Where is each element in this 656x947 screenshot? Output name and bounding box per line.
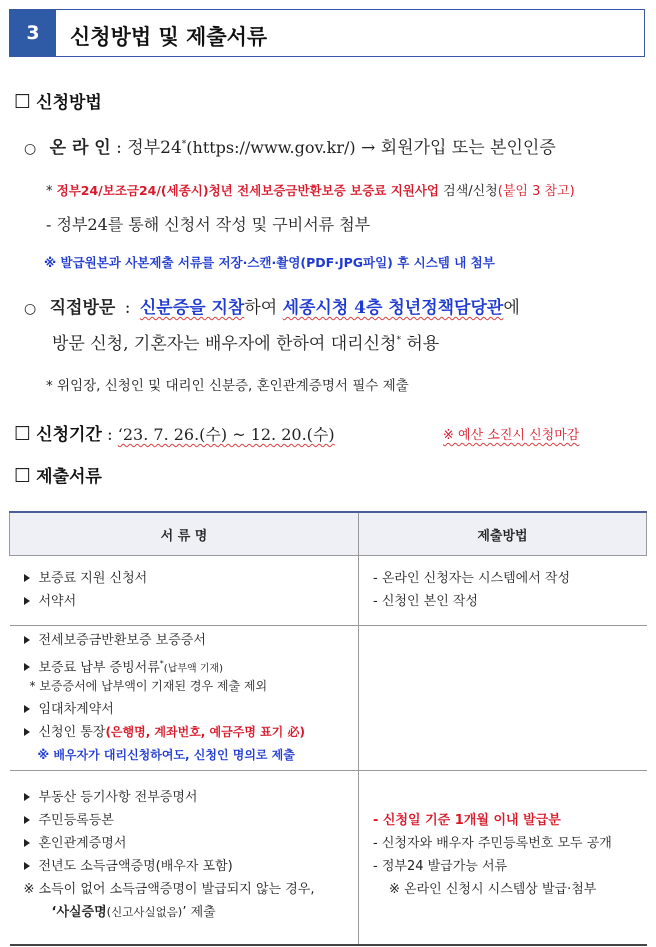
table-row [10,771,647,945]
online-upload-note: ※ 발급원본과 사본제출 서류를 저장·스캔·촬영(PDF·JPG파일) 후 시스템 내 첨부 [44,255,495,270]
online-search-note: * 정부24/보조금24/(세종시)청년 전세보증금반환보증 보증료 지원사업 검색/신청(붙임 3 참고) [46,183,575,199]
circle-bullet-icon: ○ [24,141,37,157]
section-header [9,9,645,57]
triangle-bullet-icon [24,839,30,847]
triangle-bullet-icon [24,597,30,605]
online-line: ○ 온 라 인 : 정부24*(https://www.gov.kr/) → 회원가입 또는 본인인증 [24,138,556,158]
triangle-bullet-icon [24,636,30,644]
list-item: 임대차계약서 [10,698,359,721]
checkbox-icon: ☐ [14,91,32,113]
documents-table [9,511,647,946]
list-item: 보증료 납부 증빙서류*(납부액 기재) [10,652,359,675]
method-item: - 신청일 기준 1개월 이내 발급분 [373,813,561,828]
list-note: * 보증증서에 납부액이 기재된 경우 제출 제외 [29,679,268,693]
section-number: 3 [10,10,56,56]
docs-heading: ☐ 제출서류 [14,465,102,487]
section-title: 신청방법 및 제출서류 [70,25,268,49]
list-item: 전년도 소득금액증명(배우자 포함) [10,855,359,878]
method-item: ※ 온라인 신청시 시스템상 발급·첨부 [389,882,597,897]
list-item: 신청인 통장(은행명, 계좌번호, 예금주명 표기 必) [10,721,359,744]
method-heading: ☐ 신청방법 [14,91,102,113]
list-item: 부동산 등기사항 전부증명서 [10,786,359,809]
list-item: 혼인관계증명서 [10,832,359,855]
list-note: ※ 소득이 없어 소득금액증명이 발급되지 않는 경우, [23,882,315,897]
visit-note: * 위임장, 신청인 및 대리인 신분증, 혼인관계증명서 필수 제출 [46,378,409,394]
visit-line-2: 방문 신청, 기혼자는 배우자에 한하여 대리신청* 허용 [52,334,440,354]
col-header-doc-name: 서 류 명 [10,512,359,556]
period-dates: ‘23. 7. 26.(수) ~ 12. 20.(수) [117,425,335,444]
triangle-bullet-icon [24,728,30,736]
method-item: - 온라인 신청자는 시스템에서 작성 [373,571,571,586]
online-dash-line: - 정부24를 통해 신청서 작성 및 구비서류 첨부 [46,215,371,234]
gov24-site[interactable]: 정부24* [127,138,187,158]
list-note: ‘사실증명(신고사실없음)’ 제출 [51,905,216,920]
method-item: - 정부24 발급가능 서류 [373,859,508,874]
list-item: 보증료 지원 신청서 [10,567,359,590]
triangle-bullet-icon [24,574,30,582]
triangle-bullet-icon [24,793,30,801]
circle-bullet-icon: ○ [24,301,37,317]
col-header-submit-method: 제출방법 [359,512,647,556]
list-item: 주민등록등본 [10,809,359,832]
triangle-bullet-icon [24,663,30,671]
budget-note: ※ 예산 소진시 신청마감 [443,428,580,443]
method-item: - 신청자와 배우자 주민등록번호 모두 공개 [373,836,612,851]
checkbox-icon: ☐ [14,465,32,487]
triangle-bullet-icon [24,862,30,870]
triangle-bullet-icon [24,816,30,824]
list-note: ※ 배우자가 대리신청하여도, 신청인 명의로 제출 [37,748,295,762]
visit-line: ○ 직접방문 : 신분증을 지참하여 세종시청 4층 청년정책담당관에 [24,298,520,318]
list-item: 전세보증금반환보증 보증증서 [10,629,359,652]
checkbox-icon: ☐ [14,423,32,445]
method-item: - 신청인 본인 작성 [373,594,478,609]
table-row [10,556,647,626]
gov24-url[interactable]: (https://www.gov.kr/) [186,138,356,157]
table-row [10,626,647,771]
period-line: ☐ 신청기간 : ‘23. 7. 26.(수) ~ 12. 20.(수) [14,423,335,445]
triangle-bullet-icon [24,705,30,713]
list-item: 서약서 [10,590,359,613]
